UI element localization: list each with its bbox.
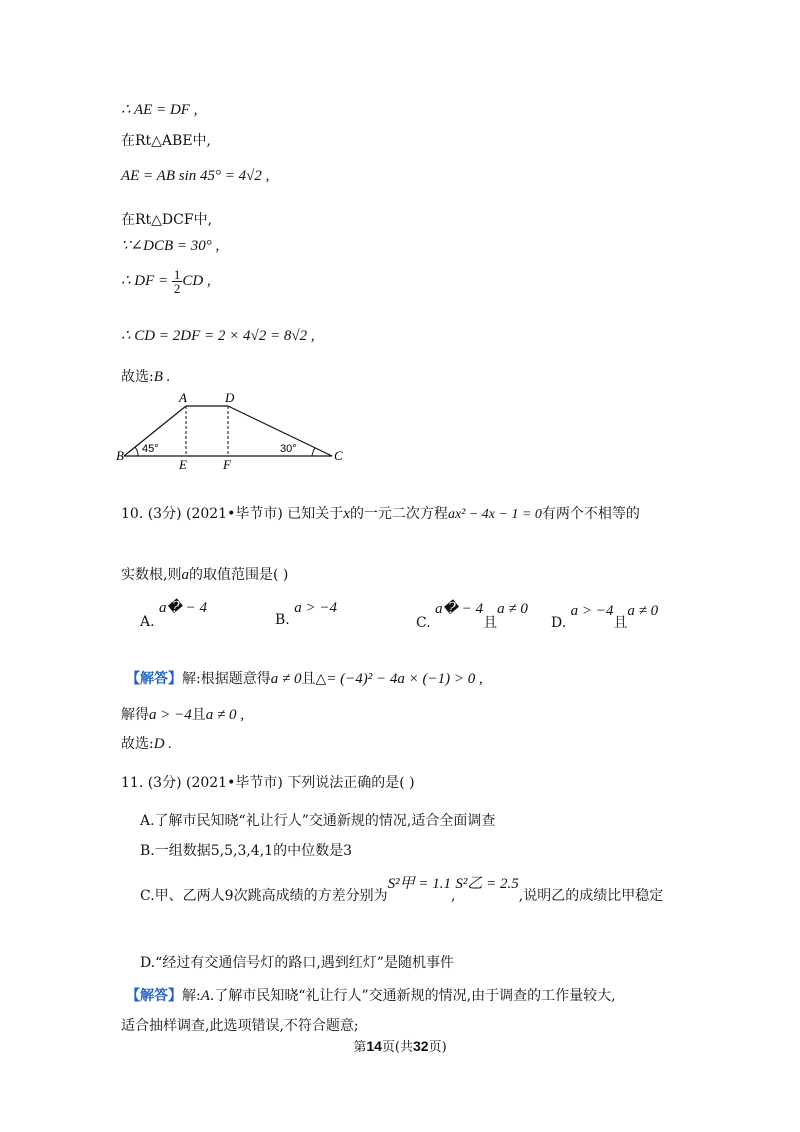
option-d-expr: a > −4 [570, 603, 614, 619]
q11-stem: 11. (3分) (2021•毕节市) 下列说法正确的是( ) [121, 775, 415, 791]
q10-solution-tag: 【解答】 [126, 671, 182, 687]
q10-equation: ax² − 4x − 1 = 0 [447, 507, 542, 522]
q11-solution-line1 [126, 985, 616, 1005]
label-a: A [179, 390, 187, 405]
q10-stem2-a: 实数根,则 [121, 567, 182, 583]
step-df-half-cd [121, 268, 211, 295]
q10-option-c [416, 601, 528, 632]
footer-pre: 第 [353, 1040, 367, 1055]
option-b-expr: a > −4 [294, 600, 337, 616]
q11-option-b: B.一组数据5,5,3,4,1的中位数是3 [140, 843, 352, 859]
angle-c-label: 30° [280, 443, 297, 455]
label-d: D [225, 390, 235, 405]
q10-solution-line3 [121, 733, 172, 753]
step-in-triangle-abe: 在Rt△ABE中, [121, 133, 212, 149]
q11-solution-line2: 适合抽样调查,此选项错误,不符合题意; [121, 1018, 359, 1034]
q11-variance-jia: S²甲 = 1.1 [387, 876, 451, 892]
label-e: E [179, 457, 187, 470]
q10-solution-line2 [121, 704, 244, 724]
q10-var-a: a [181, 567, 189, 583]
q10-solution-line1 [126, 668, 483, 688]
q11-sol-s1c: .了解市民知晓“礼让行人”交通新规的情况,由于调查的工作量较大, [209, 988, 616, 1004]
angle-c-arc [312, 448, 315, 456]
q10-sol-s1c: 且△ [301, 671, 327, 687]
step-answer-b [121, 366, 170, 386]
q10-sol-s2b: a > −4 [149, 707, 192, 723]
trapezoid-figure [116, 388, 356, 470]
q11-option-c-a: C.甲、乙两人9次跳高成绩的方差分别为 [140, 888, 388, 904]
q11-option-a: A.了解市民知晓“礼让行人”交通新规的情况,适合全面调查 [140, 813, 496, 829]
q10-option-b [275, 600, 337, 629]
q10-stem-line2 [121, 564, 288, 584]
q10-stem-b: 的一元二次方程 [349, 506, 448, 522]
fraction-numerator: 1 [173, 267, 181, 282]
footer-mid: 页(共 [381, 1040, 413, 1055]
q10-sol-s1b: a ≠ 0 [270, 671, 302, 687]
step-ae-value: AE = AB sin 45° = 4√2 , [121, 168, 270, 184]
option-c-label: C. [416, 615, 431, 631]
q11-sol-s1b: A [200, 988, 210, 1004]
answer-label: 故选: [121, 369, 154, 385]
angle-b-label: 45° [142, 443, 159, 455]
q10-sol-s3b: D . [153, 736, 173, 752]
label-b: B [116, 448, 124, 463]
q10-var-x: x [343, 506, 350, 522]
q11-option-c [140, 876, 664, 905]
q10-stem-a: 10. (3分) (2021•毕节市) 已知关于 [121, 506, 344, 522]
q10-sol-s1a: 解:根据题意得 [182, 671, 271, 687]
label-c: C [334, 448, 343, 463]
fraction-one-half [172, 268, 183, 295]
option-c-and: 且 [483, 615, 498, 631]
q10-sol-s2d: a ≠ 0 , [205, 707, 244, 723]
q11-option-d: D.“经过有交通信号灯的路口,遇到红灯”是随机事件 [140, 955, 454, 971]
angle-b-arc [135, 447, 138, 456]
option-d-label: D. [551, 615, 567, 631]
q10-sol-s1d: = (−4)² − 4a × (−1) > 0 , [326, 671, 483, 687]
option-d-and: 且 [613, 615, 628, 631]
q10-option-d [551, 603, 659, 632]
step-cd-value: ∴ CD = 2DF = 2 × 4√2 = 8√2 , [121, 328, 315, 344]
footer-page-number: 14 [366, 1038, 382, 1054]
option-a-label: A. [140, 614, 155, 630]
option-a-expr: a� − 4 [159, 600, 208, 616]
q11-solution-tag: 【解答】 [126, 988, 182, 1004]
option-c-expr2: a ≠ 0 [497, 601, 528, 617]
footer-post: 页) [428, 1040, 447, 1055]
q10-stem-c: 有两个不相等的 [541, 506, 640, 522]
step-df-suffix: CD , [182, 272, 211, 289]
option-b-label: B. [275, 612, 290, 628]
q11-sol-s1a: 解: [182, 988, 201, 1004]
answer-choice: B . [153, 369, 171, 385]
option-d-expr2: a ≠ 0 [627, 603, 659, 619]
q11-option-c-b: ,说明乙的成绩比甲稳定 [518, 888, 664, 904]
q10-sol-s2c: 且 [191, 707, 206, 723]
page-footer [0, 1036, 800, 1055]
q10-stem-line1 [121, 503, 640, 523]
q10-sol-s2a: 解得 [121, 707, 149, 723]
q10-sol-s3a: 故选: [121, 736, 154, 752]
footer-total-pages: 32 [413, 1038, 429, 1054]
q11-option-c-sep: , [450, 888, 456, 904]
option-c-expr: a� − 4 [435, 601, 484, 617]
step-angle-dcb: ∵∠DCB = 30° , [121, 238, 220, 254]
q11-variance-yi: S²乙 = 2.5 [455, 876, 519, 892]
step-ae-equals-df: ∴ AE = DF , [121, 102, 198, 118]
step-in-triangle-dcf: 在Rt△DCF中, [121, 212, 213, 228]
fraction-denominator: 2 [173, 281, 181, 296]
q10-stem2-b: 的取值范围是( ) [188, 567, 289, 583]
label-f: F [223, 457, 231, 470]
q10-option-a [140, 600, 208, 631]
step-df-prefix: ∴ DF = [121, 272, 172, 289]
